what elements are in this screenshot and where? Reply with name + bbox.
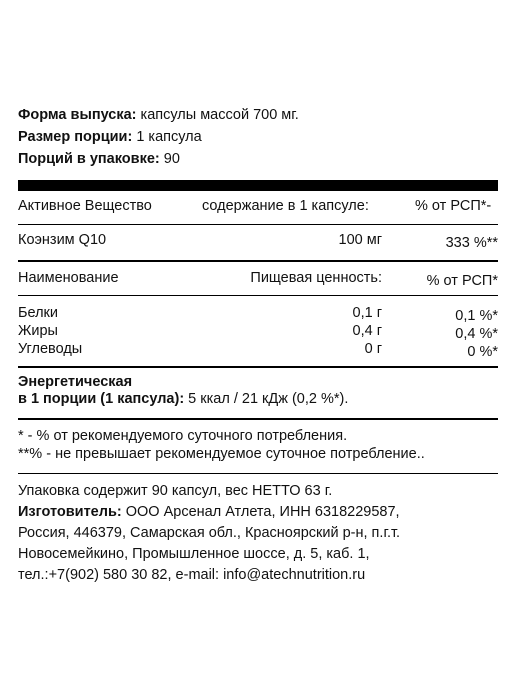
manufacturer-name: ООО Арсенал Атлета, ИНН 6318229587, <box>121 504 400 520</box>
energy-value <box>18 391 348 408</box>
release-form-label: Форма выпуска: <box>18 107 137 123</box>
divider-medium <box>18 260 498 262</box>
active-substance-percent: 333 %** <box>445 235 498 251</box>
manufacturer-contacts: тел.:+7(902) 580 30 82, e-mail: info@atechnutrition.ru <box>18 567 366 583</box>
divider-medium <box>18 418 498 420</box>
serving-size-value: 1 капсула <box>132 129 202 145</box>
nutrition-col-header-name: Наименование <box>18 270 119 286</box>
footnote-max: **% - не превышает рекомендуемое суточное потребление.. <box>18 446 425 462</box>
manufacturer-label: Изготовитель: <box>18 504 122 520</box>
nutrition-col-header-percent: % от РСП* <box>426 273 498 289</box>
active-substance-name: Коэнзим Q10 <box>18 232 107 248</box>
active-col-header-percent: % от РСП*- <box>415 198 492 214</box>
footnote-rsp: * - % от рекомендуемого суточного потребления. <box>18 428 348 444</box>
nutrition-row-value: 0,1 г <box>352 305 382 321</box>
servings-label: Порций в упаковке: <box>18 151 160 167</box>
package-contents: Упаковка содержит 90 капсул, вес НЕТТО 63 г. <box>18 483 333 499</box>
nutrition-row-name: Жиры <box>18 323 58 339</box>
servings-value: 90 <box>159 151 180 167</box>
manufacturer-line-2: Россия, 446379, Самарская обл., Красноярский р-н, п.г.т. <box>18 525 401 541</box>
manufacturer-line-3: Новосемейкино, Промышленное шоссе, д. 5, каб. 1, <box>18 546 370 562</box>
nutrition-row-percent: 0,4 %* <box>455 326 498 342</box>
release-form-value: капсулы массой 700 мг. <box>136 107 299 123</box>
serving-size-label: Размер порции: <box>18 129 133 145</box>
nutrition-row-name: Белки <box>18 305 59 321</box>
servings-per-package <box>18 151 180 168</box>
divider <box>18 295 498 296</box>
nutrition-row-value: 0,4 г <box>352 323 382 339</box>
nutrition-row-value: 0 г <box>364 341 382 357</box>
nutrition-row-name: Углеводы <box>18 341 83 357</box>
divider-thick <box>18 180 498 191</box>
release-form <box>18 107 299 124</box>
nutrition-col-header-value: Пищевая ценность: <box>250 270 382 286</box>
energy-heading: Энергетическая <box>18 374 133 390</box>
active-col-header-name: Активное Вещество <box>18 198 152 214</box>
energy-serving-value: 5 ккал / 21 кДж (0,2 %*). <box>184 391 349 407</box>
divider <box>18 473 498 474</box>
divider-medium <box>18 366 498 368</box>
energy-serving-label: в 1 порции (1 капсула): <box>18 391 185 407</box>
divider <box>18 224 498 225</box>
active-col-header-content: содержание в 1 капсуле: <box>202 198 369 214</box>
nutrition-row-percent: 0,1 %* <box>455 308 498 324</box>
active-substance-amount: 100 мг <box>338 232 382 248</box>
manufacturer-line-1 <box>18 504 400 521</box>
serving-size <box>18 129 202 146</box>
nutrition-row-percent: 0 %* <box>467 344 498 360</box>
